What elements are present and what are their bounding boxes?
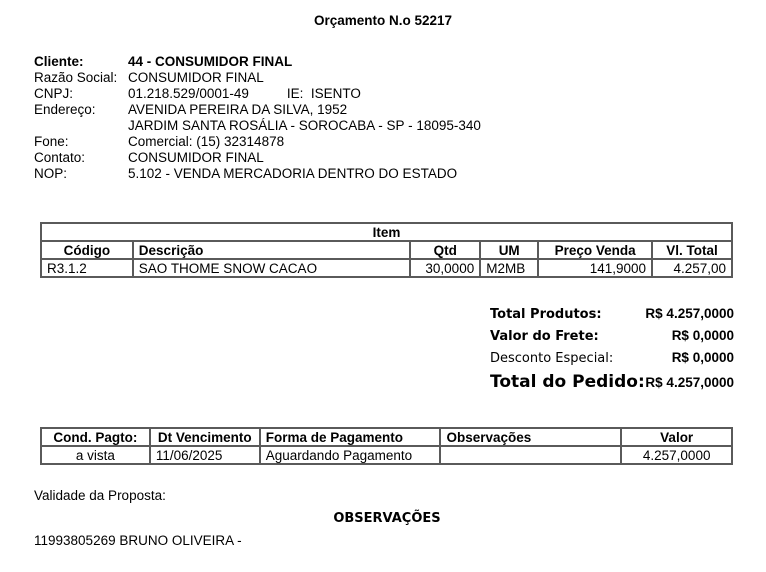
total-pedido-value: R$ 4.257,0000 [645, 375, 734, 390]
endereco-value: AVENIDA PEREIRA DA SILVA, 1952 [128, 102, 348, 117]
table-row [41, 446, 732, 464]
observacoes-title: OBSERVAÇÕES [333, 511, 441, 526]
fone-row [34, 134, 481, 150]
client-value: 44 - CONSUMIDOR FINAL [128, 54, 293, 69]
totals-block [490, 306, 734, 398]
total-produtos-label: Total Produtos: [490, 307, 602, 322]
cell-qtd: 30,0000 [410, 259, 480, 277]
total-produtos-value: R$ 4.257,0000 [645, 306, 734, 321]
cell-preco-venda: 141,9000 [538, 259, 652, 277]
razao-social-row [34, 70, 481, 86]
cell-dt-vencimento: 11/06/2025 [150, 446, 260, 464]
document-title: Orçamento N.o 52217 [313, 13, 453, 28]
endereco-row [34, 102, 481, 118]
col-header-codigo: Código [41, 241, 133, 259]
nop-label: NOP: [34, 166, 68, 181]
col-header-cond-pagto: Cond. Pagto: [41, 428, 150, 446]
items-header-row [41, 241, 732, 259]
client-row [34, 54, 481, 70]
cell-valor: 4.257,0000 [621, 446, 732, 464]
cell-observacoes [440, 446, 621, 464]
items-caption: Item [41, 223, 732, 241]
valor-frete-label: Valor do Frete: [490, 329, 599, 344]
desconto-row [490, 350, 734, 372]
contato-row [34, 150, 481, 166]
items-caption-row [41, 223, 732, 241]
ie-value: IE: ISENTO [286, 86, 361, 101]
cnpj-label: CNPJ: [34, 86, 74, 101]
cell-vl-total: 4.257,00 [652, 259, 732, 277]
col-header-um: UM [480, 241, 538, 259]
endereco-line2-label [34, 118, 128, 134]
valor-frete-value: R$ 0,0000 [671, 328, 734, 343]
col-header-preco-venda: Preço Venda [538, 241, 652, 259]
cell-descricao: SAO THOME SNOW CACAO [133, 259, 410, 277]
cnpj-row [34, 86, 481, 102]
contato-value: CONSUMIDOR FINAL [128, 150, 264, 165]
desconto-label: Desconto Especial: [490, 351, 614, 366]
table-row [41, 259, 732, 277]
cell-cond-pagto: a vista [41, 446, 150, 464]
total-pedido-row [490, 372, 734, 398]
observacoes-text: 11993805269 BRUNO OLIVEIRA - [34, 533, 242, 548]
col-header-observacoes: Observações [440, 428, 621, 446]
contato-label: Contato: [34, 150, 86, 165]
col-header-qtd: Qtd [410, 241, 480, 259]
validade-proposta: Validade da Proposta: [34, 488, 166, 503]
razao-social-label: Razão Social: [34, 70, 118, 85]
valor-frete-row [490, 328, 734, 350]
cell-forma-pagamento: Aguardando Pagamento [260, 446, 441, 464]
endereco-line2-row [34, 118, 481, 134]
razao-social-value: CONSUMIDOR FINAL [128, 70, 264, 85]
cnpj-value: 01.218.529/0001-49 [128, 86, 249, 101]
cell-um: M2MB [480, 259, 538, 277]
nop-value: 5.102 - VENDA MERCADORIA DENTRO DO ESTADO [128, 166, 458, 181]
client-info [34, 54, 481, 182]
payment-table [40, 427, 733, 465]
desconto-value: R$ 0,0000 [671, 350, 734, 365]
col-header-valor: Valor [621, 428, 732, 446]
client-label: Cliente: [34, 54, 84, 69]
nop-row [34, 166, 481, 182]
fone-value: Comercial: (15) 32314878 [128, 134, 285, 149]
endereco-line2-value: JARDIM SANTA ROSÁLIA - SOROCABA - SP - 18095-340 [128, 118, 481, 133]
fone-label: Fone: [34, 134, 69, 149]
col-header-dt-vencimento: Dt Vencimento [150, 428, 260, 446]
total-pedido-label: Total do Pedido: [490, 372, 645, 392]
endereco-label: Endereço: [34, 102, 96, 117]
total-produtos-row [490, 306, 734, 328]
col-header-descricao: Descrição [133, 241, 410, 259]
col-header-vl-total: Vl. Total [652, 241, 732, 259]
items-table [40, 222, 733, 278]
payment-header-row [41, 428, 732, 446]
col-header-forma-pagamento: Forma de Pagamento [260, 428, 441, 446]
cell-codigo: R3.1.2 [41, 259, 133, 277]
